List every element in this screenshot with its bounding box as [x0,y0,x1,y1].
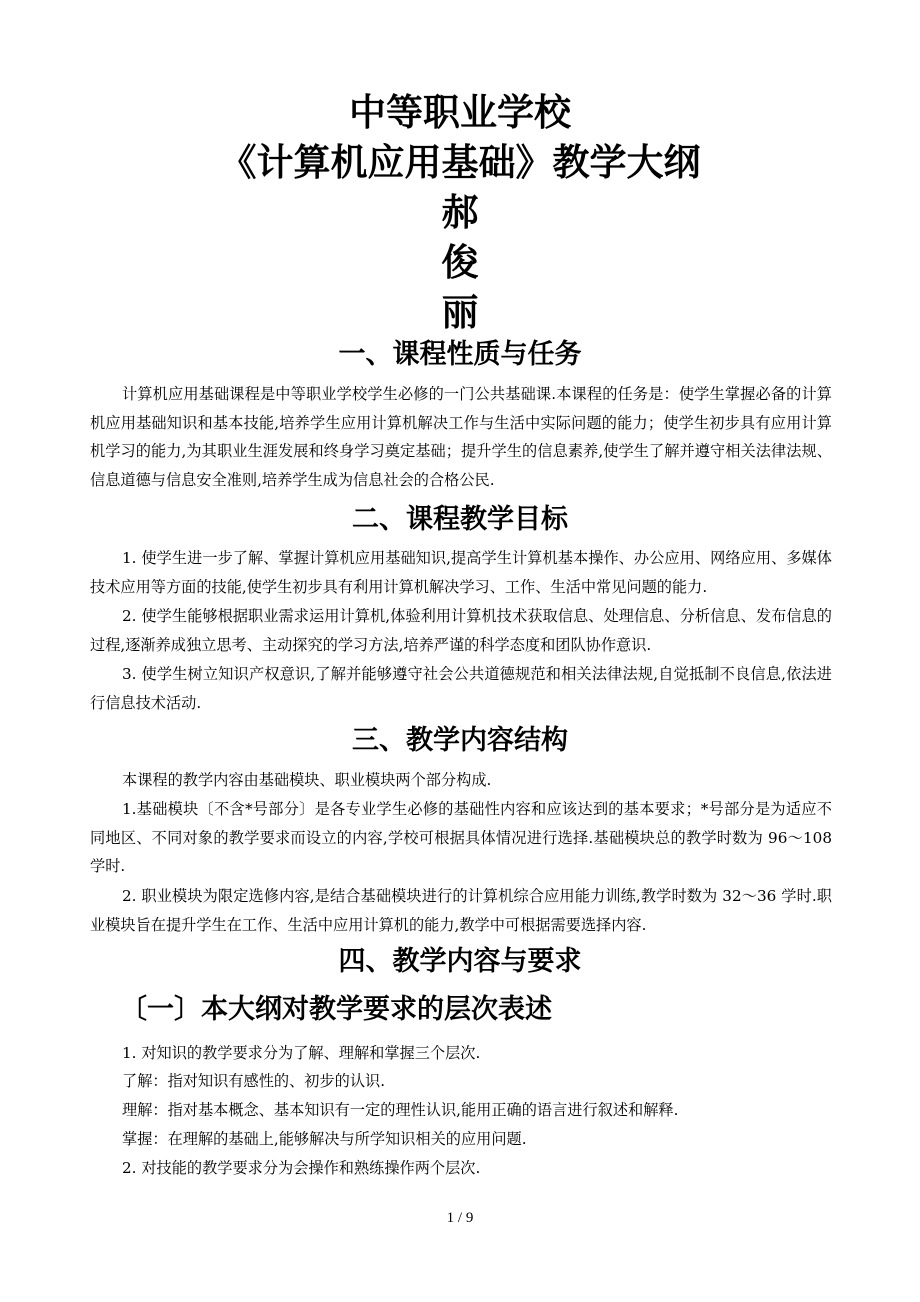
document-title-line-1: 中等职业学校 [349,91,571,134]
paragraph-vocational-module: 2. 职业模块为限定选修内容,是结合基础模块进行的计算机综合应用能力训练,教学时数为 32～36 学时.职业模块旨在提升学生在工作、生活中应用计算机的能力,教学中可根据需要选择内容. [90,887,832,934]
section-heading-teaching-goals: 二、课程教学目标 [352,504,568,535]
document-title-line-2: 《计算机应用基础》教学大纲 [219,141,701,184]
paragraph-structure-intro: 本课程的教学内容由基础模块、职业模块两个部分构成. [122,771,492,789]
paragraph-goal-1: 1. 使学生进一步了解、掌握计算机应用基础知识,提高学生计算机基本操作、办公应用、网络应用、多媒体技术应用等方面的技能,使学生初步具有利用计算机解决学习、工作、生活中常见问题的能力. [90,549,832,596]
requirement-line: 1. 对知识的教学要求分为了解、理解和掌握三个层次. [122,1044,481,1062]
page-number: 1 / 9 [446,1210,474,1226]
requirement-line: 了解：指对知识有感性的、初步的认识. [122,1072,386,1090]
section-heading-course-nature: 一、课程性质与任务 [338,339,582,370]
author-name-char: 俊 [441,241,479,284]
paragraph-basic-module: 1.基础模块〔不含*号部分〕是各专业学生必修的基础性内容和应该达到的基本要求；*号部分是为适应不同地区、不同对象的教学要求而设立的内容,学校可根据具体情况进行选择.基础模块总的教学时数为 96～108 学时. [90,800,832,875]
subsection-heading-requirement-levels: 〔一〕本大纲对教学要求的层次表述 [120,994,552,1025]
paragraph-goal-2: 2. 使学生能够根据职业需求运用计算机,体验利用计算机技术获取信息、处理信息、分析信息、发布信息的过程,逐渐养成独立思考、主动探究的学习方法,培养严谨的科学态度和团队协作意识. [90,607,832,654]
requirement-line: 理解：指对基本概念、基本知识有一定的理性认识,能用正确的语言进行叙述和解释. [122,1101,679,1119]
author-name-char: 郝 [441,191,479,234]
requirement-line: 掌握：在理解的基础上,能够解决与所学知识相关的应用问题. [122,1130,527,1148]
author-name-char: 丽 [441,291,479,334]
requirement-line: 2. 对技能的教学要求分为会操作和熟练操作两个层次. [122,1159,481,1177]
paragraph-course-nature: 计算机应用基础课程是中等职业学校学生必修的一门公共基础课.本课程的任务是：使学生掌握必备的计算机应用基础知识和基本技能,培养学生应用计算机解决工作与生活中实际问题的能力；使学生初步具有应用计算机学习的能力,为其职业生涯发展和终身学习奠定基础；提升学生的信息素养,使学生了解并遵守相关法律法规、信息道德与信息安全准则,培养学生成为信息社会的合格公民. [90,385,832,489]
section-heading-content-requirements: 四、教学内容与要求 [338,946,582,977]
document-title-block [0,88,920,338]
paragraph-goal-3: 3. 使学生树立知识产权意识,了解并能够遵守社会公共道德规范和相关法律法规,自觉抵制不良信息,依法进行信息技术活动. [90,665,832,712]
section-heading-content-structure: 三、教学内容结构 [352,725,568,756]
